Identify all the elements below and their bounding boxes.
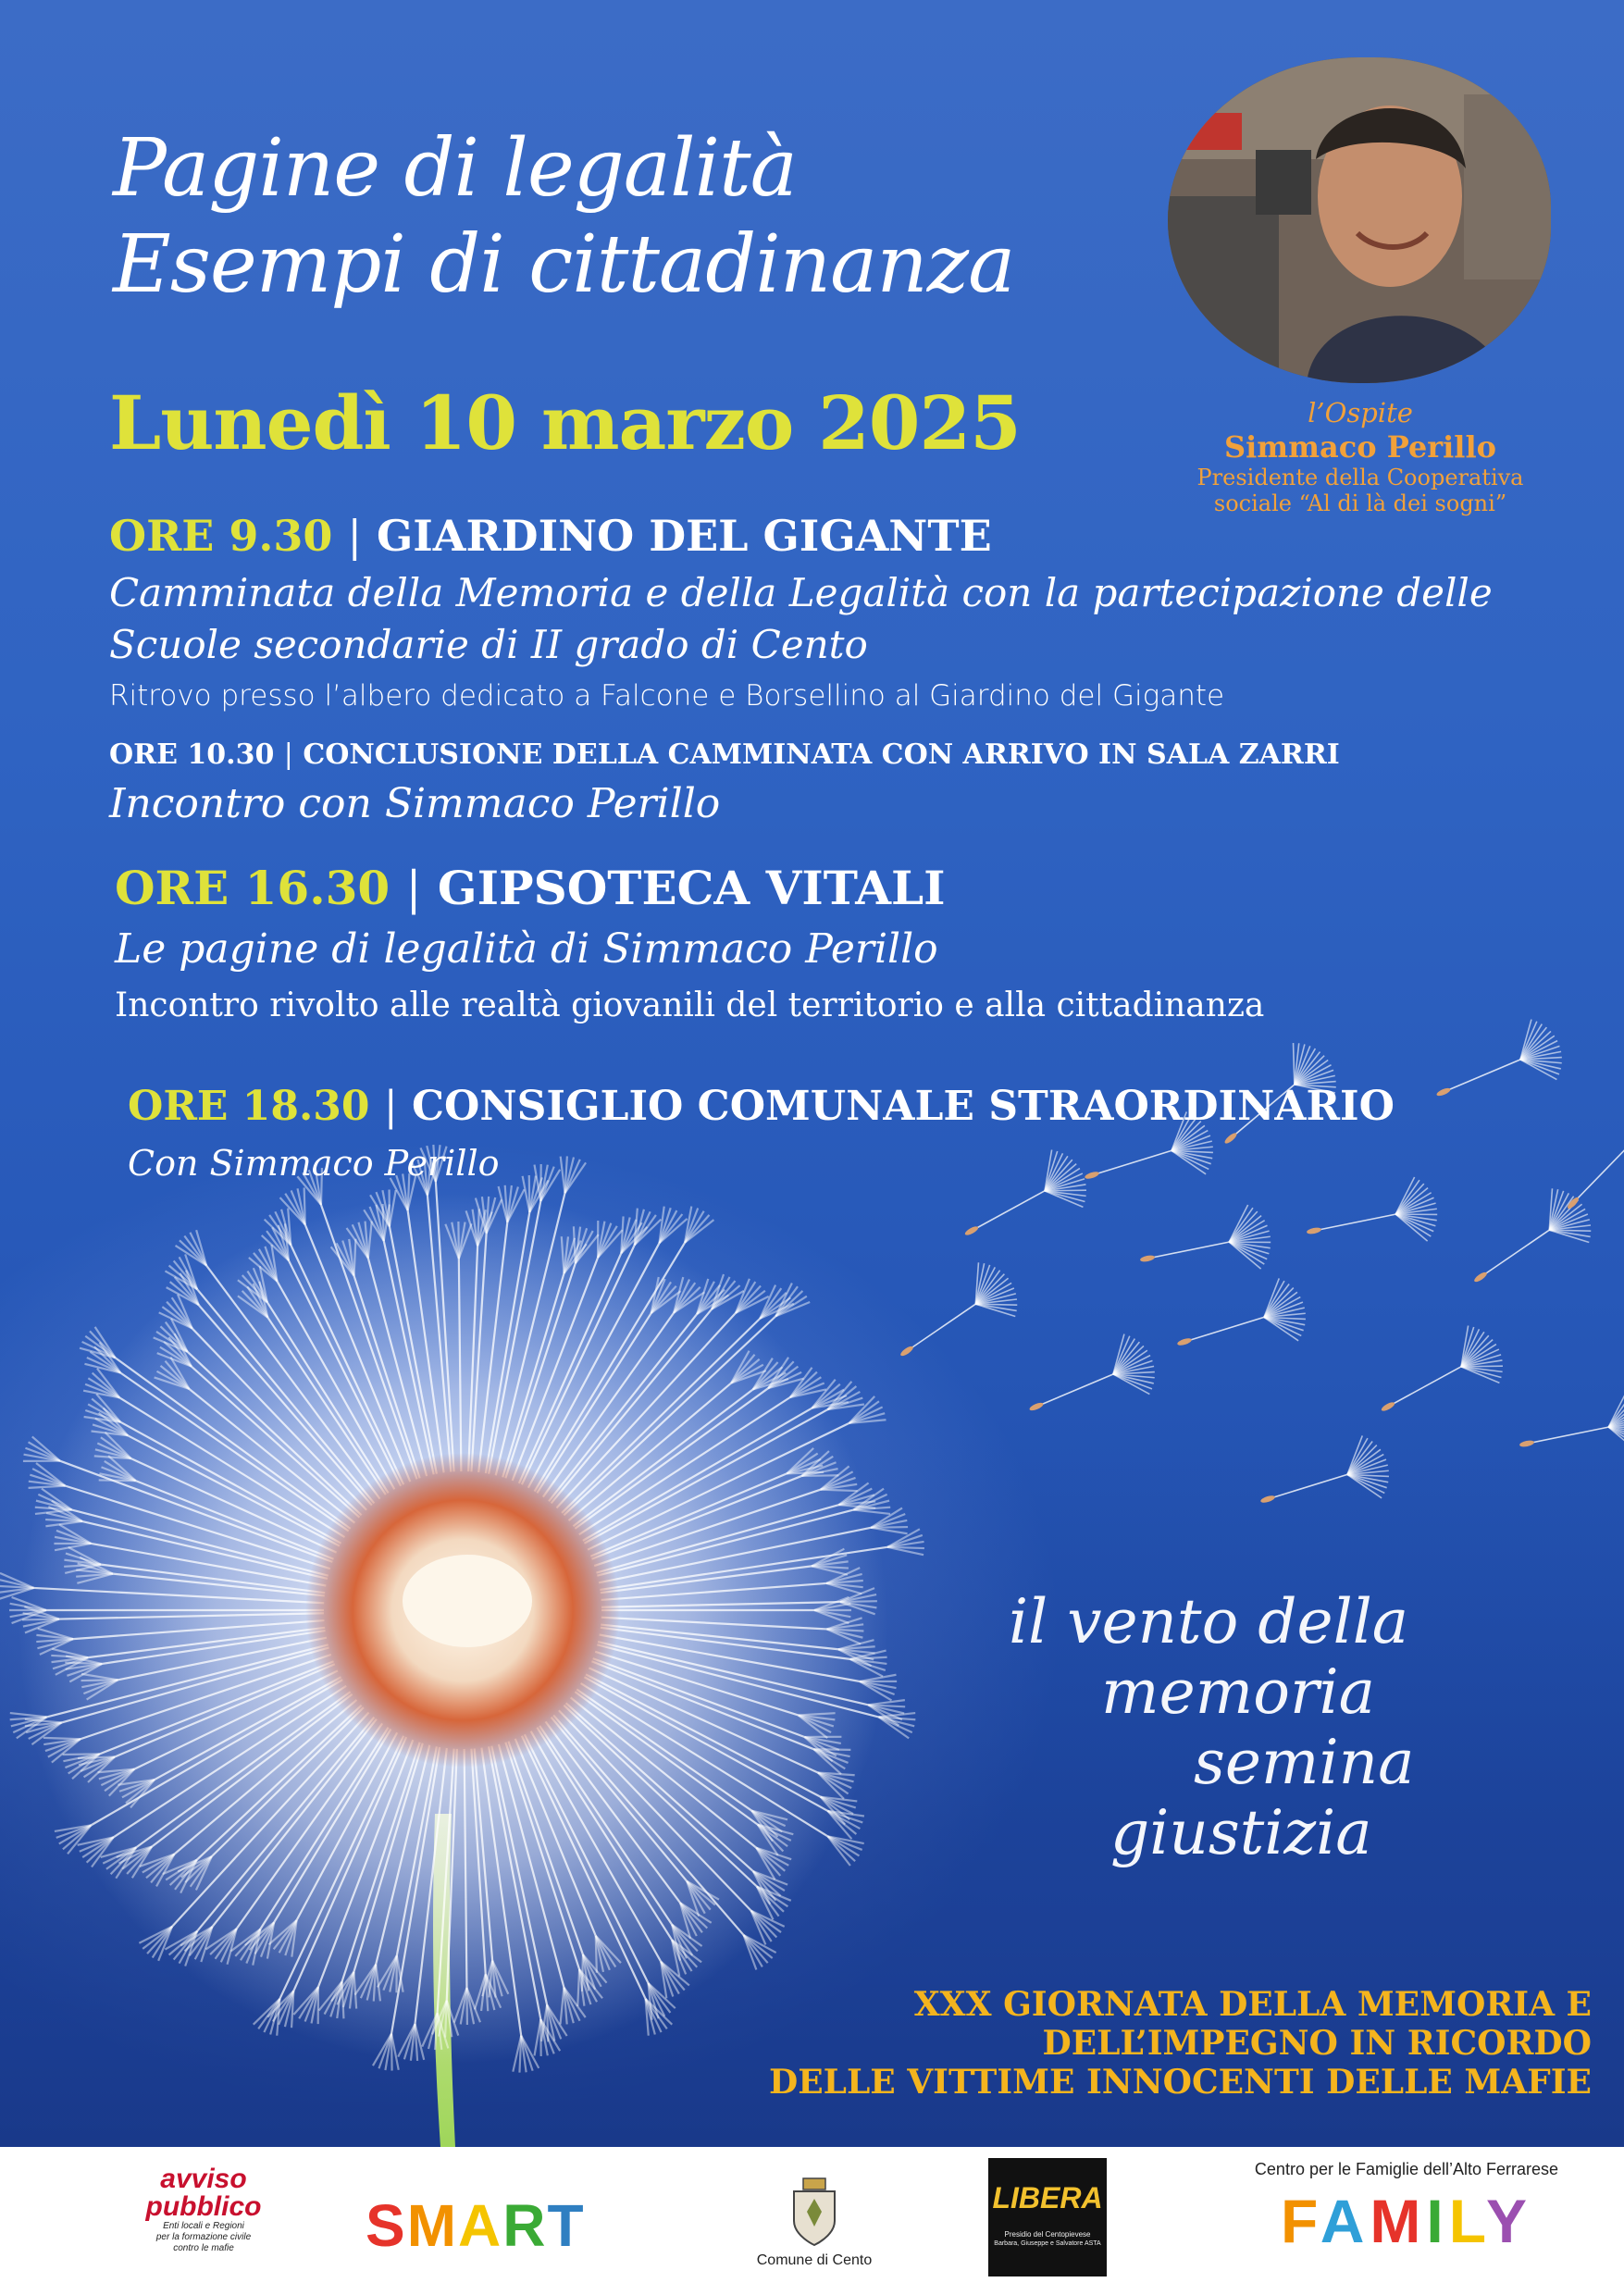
event-place: CONSIGLIO COMUNALE STRAORDINARIO (412, 1083, 1395, 1130)
event-description: Le pagine di legalità di Simmaco Perillo (115, 925, 938, 973)
event-time: ORE 9.30 (109, 511, 333, 561)
event-description: Con Simmaco Perillo (128, 1143, 500, 1184)
slogan-line: il vento della (1009, 1586, 1409, 1657)
event-description: Scuole secondarie di II grado di Cento (109, 622, 868, 667)
guest-desc-2: sociale “Al di là dei sogni” (1213, 490, 1507, 516)
guest-caption (1157, 396, 1564, 516)
separator: | (283, 738, 293, 771)
event-heading (115, 861, 946, 915)
event-heading (109, 511, 992, 561)
event-heading (128, 1083, 1395, 1130)
giornata-caption (740, 1985, 1592, 2102)
event-heading (109, 738, 1340, 771)
guest-role: l’Ospite (1308, 397, 1413, 428)
event-note: Incontro rivolto alle realtà giovanili del territorio e alla cittadinanza (115, 986, 1265, 1024)
slogan-line: giustizia (1110, 1797, 1372, 1868)
family-wordmark: FAMILY (1281, 2187, 1532, 2255)
slogan-line: memoria (1101, 1656, 1375, 1728)
page-title (113, 120, 1014, 313)
event-place: GIPSOTECA VITALI (437, 861, 946, 915)
family-caption: Centro per le Famiglie dell’Alto Ferrarese (1254, 2160, 1559, 2178)
libera-logo: LIBERA Presidio del Centopievese Barbara, Giuseppe e Salvatore ASTA (988, 2158, 1107, 2276)
avviso-pubblico-logo: avviso pubblico Enti locali e Regioni per la formazione civile contro le mafie (145, 2164, 262, 2253)
event-note: Ritrovo presso l’albero dedicato a Falcone e Borsellino al Giardino del Gigante (109, 679, 1225, 713)
guest-desc-1: Presidente della Cooperativa (1196, 465, 1524, 490)
guest-photo (1168, 57, 1551, 383)
event-time: ORE 16.30 (115, 861, 391, 915)
separator: | (347, 511, 362, 561)
smart-logo: SMART (366, 2192, 586, 2259)
event-place: CONCLUSIONE DELLA CAMMINATA CON ARRIVO IN SALA ZARRI (303, 738, 1340, 771)
giornata-line: XXX GIORNATA DELLA MEMORIA E (913, 1985, 1592, 2024)
slogan-line: semina (1194, 1727, 1415, 1798)
event-place: GIARDINO DEL GIGANTE (376, 511, 992, 561)
event-time: ORE 10.30 (109, 738, 275, 771)
separator: | (405, 862, 422, 915)
title-line-2: Esempi di cittadinanza (113, 218, 1015, 311)
family-centre-logo (1217, 2160, 1596, 2280)
event-description: Camminata della Memoria e della Legalità con la partecipazione delle (109, 570, 1493, 615)
coat-of-arms-icon (787, 2175, 842, 2249)
slogan (1009, 1587, 1490, 1868)
event-description: Incontro con Simmaco Perillo (109, 780, 721, 827)
giornata-line: DELL’IMPEGNO IN RICORDO (1042, 2024, 1592, 2063)
separator: | (383, 1083, 398, 1130)
event-time: ORE 18.30 (128, 1083, 370, 1130)
giornata-line: DELLE VITTIME INNOCENTI DELLE MAFIE (768, 2063, 1592, 2102)
guest-name: Simmaco Perillo (1224, 429, 1496, 465)
title-line-1: Pagine di legalità (113, 122, 797, 215)
comune-di-cento-logo: Comune di Cento (740, 2175, 888, 2286)
event-date: Lunedì 10 marzo 2025 (109, 379, 1021, 466)
sponsor-footer (0, 2147, 1624, 2295)
